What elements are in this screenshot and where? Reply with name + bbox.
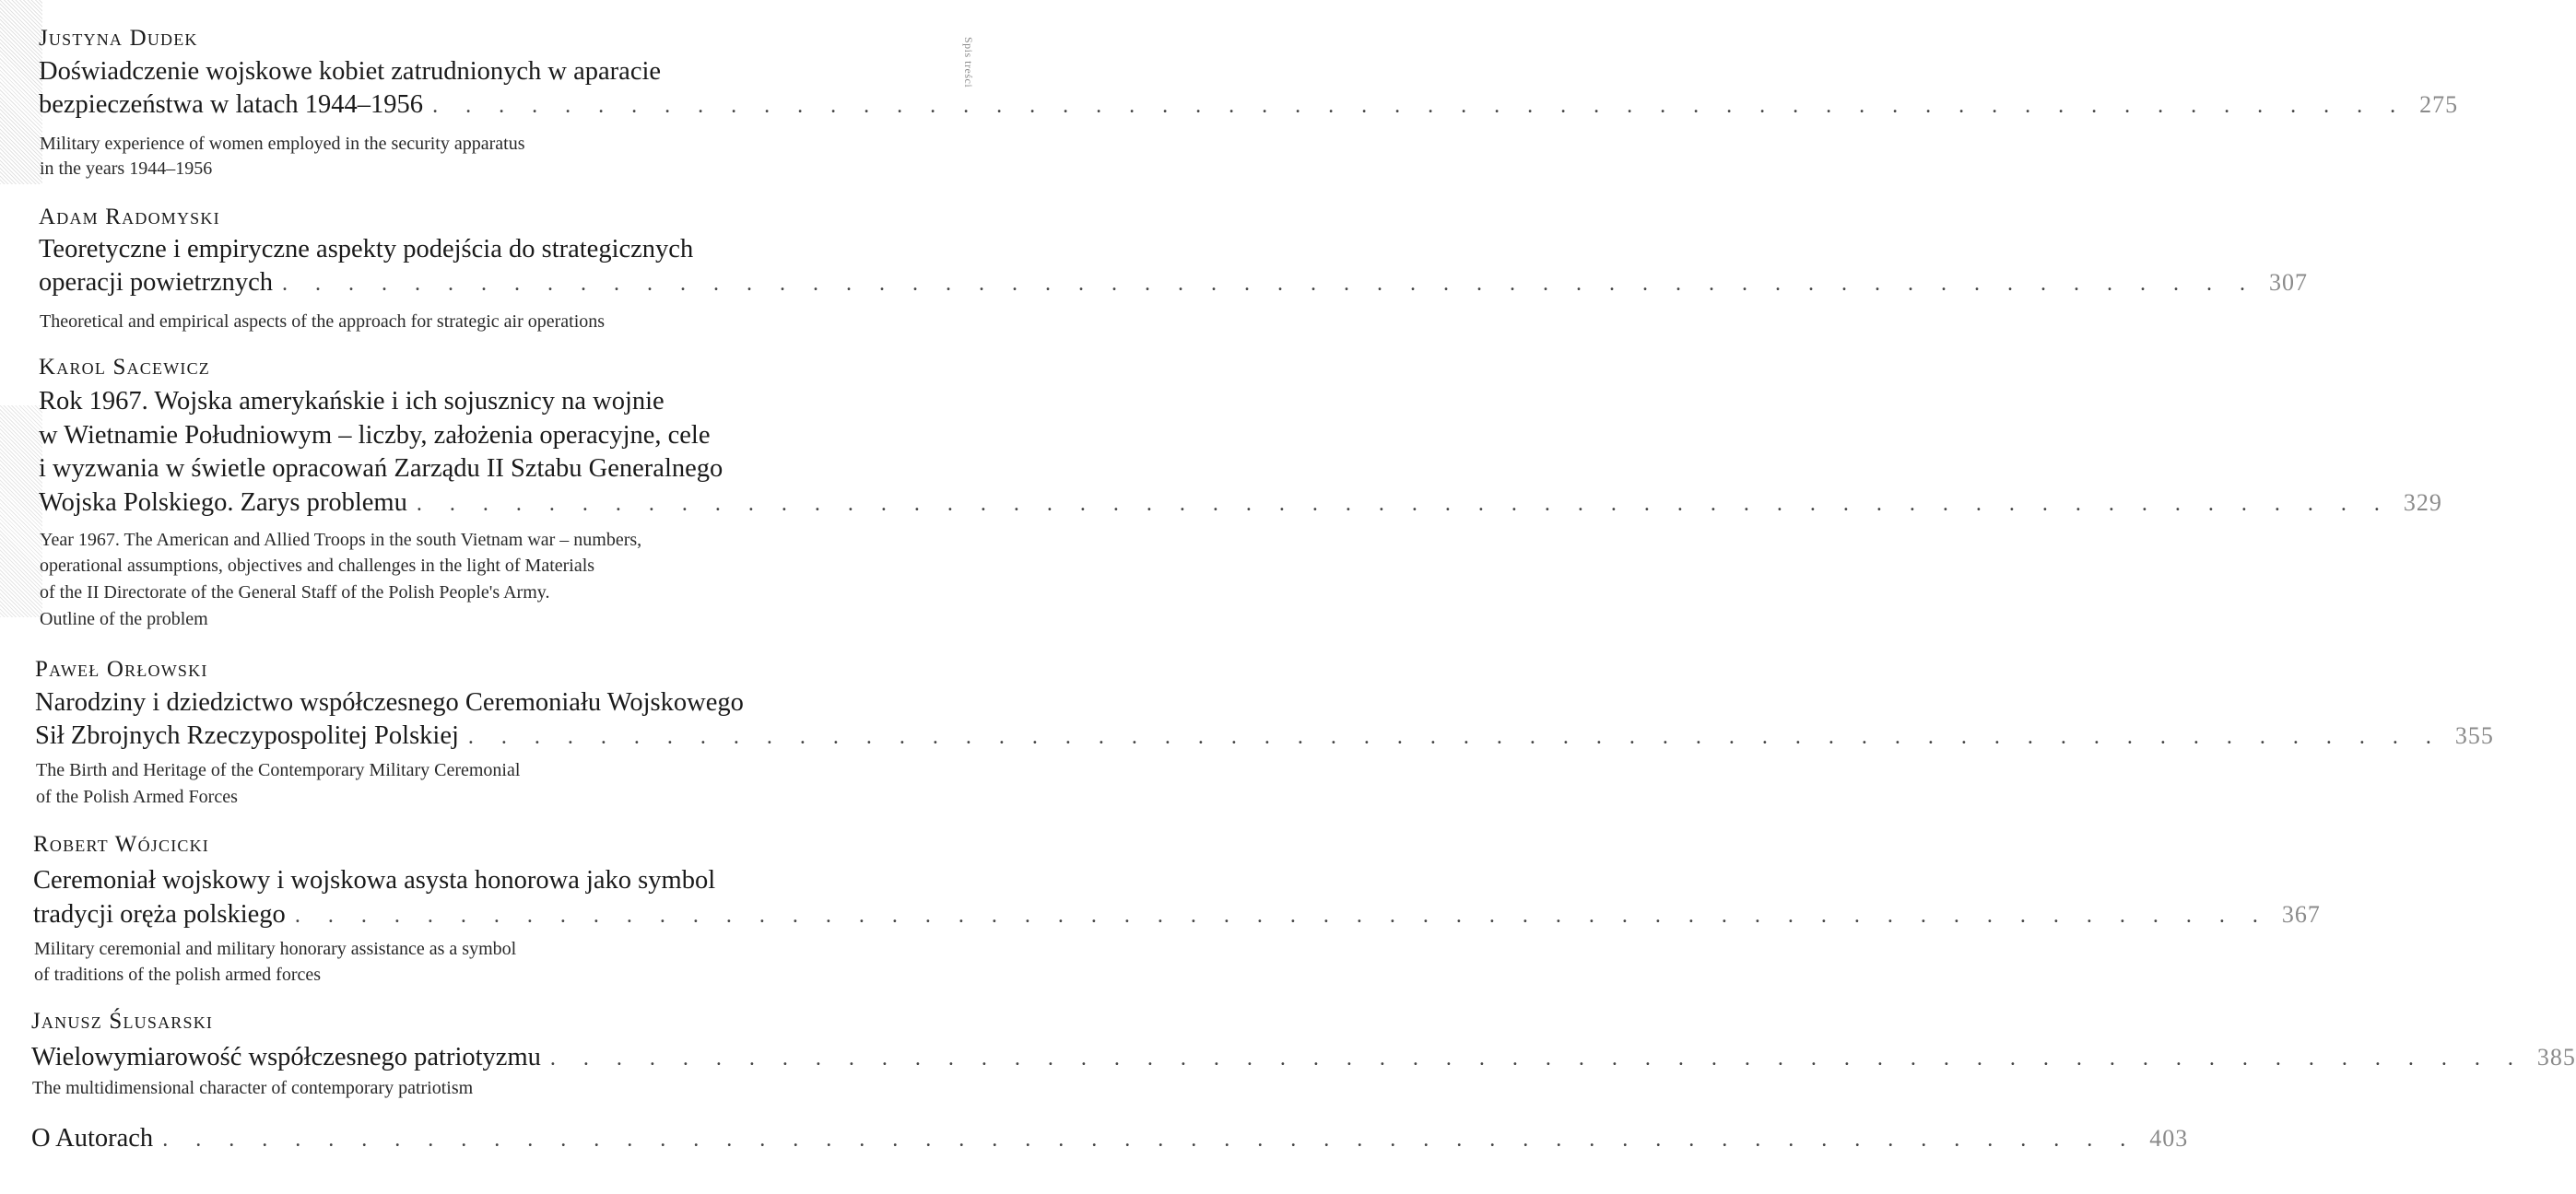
dot-leader: . . . . . . . . . . . . . . . . . . . . . . . . . . . . . . . . . . . . . . . . . . . . . . . . . . . . . . . . . . . . bbox=[282, 272, 2257, 296]
entry-page-number: 367 bbox=[2281, 901, 2321, 928]
entry-title-row[interactable] bbox=[35, 721, 2494, 751]
dot-leader: . . . . . . . . . . . . . . . . . . . . . . . . . . . . . . . . . . . . . . . . . . . . . . . . . . . . . . . . . . . . bbox=[162, 1128, 2137, 1152]
entry-author: Paweł Orłowski bbox=[35, 657, 208, 682]
side-running-header: Spis treści bbox=[962, 37, 975, 88]
entry-title-row[interactable] bbox=[39, 90, 2459, 120]
entry-page-number: 275 bbox=[2419, 91, 2459, 118]
entry-translation-line: of traditions of the polish armed forces bbox=[34, 965, 322, 985]
entry-author: Robert Wójcicki bbox=[33, 832, 209, 857]
entry-translation-line: of the Polish Armed Forces bbox=[36, 787, 238, 807]
dot-leader: . . . . . . . . . . . . . . . . . . . . . . . . . . . . . . . . . . . . . . . . . . . . . . . . . . . . . . . . . . . . bbox=[549, 1047, 2524, 1071]
entry-translation-line: in the years 1944–1956 bbox=[40, 158, 213, 179]
entry-title-line: Wielowymiarowość współczesnego patriotyzmu bbox=[31, 1043, 541, 1071]
scan-artifact-mid bbox=[0, 405, 42, 617]
entry-author: Karol Sacewicz bbox=[39, 355, 210, 380]
entry-translation-line: Year 1967. The American and Allied Troops in the south Vietnam war – numbers, bbox=[40, 530, 642, 550]
entry-translation-line: Military ceremonial and military honorary assistance as a symbol bbox=[34, 939, 517, 959]
entry-title-line: Wojska Polskiego. Zarys problemu bbox=[39, 488, 407, 517]
entry-page-number: 355 bbox=[2454, 722, 2494, 749]
entry-translation-line: of the II Directorate of the General Staff of the Polish People's Army. bbox=[40, 582, 550, 603]
entry-translation-line: The Birth and Heritage of the Contemporary Military Ceremonial bbox=[36, 760, 521, 780]
entry-author: Justyna Dudek bbox=[39, 26, 198, 51]
entry-title-line: operacji powietrznych bbox=[39, 268, 274, 297]
entry-title-line: Sił Zbrojnych Rzeczypospolitej Polskiej bbox=[35, 721, 459, 750]
entry-title-line: Teoretyczne i empiryczne aspekty podejścia do strategicznych bbox=[39, 235, 694, 263]
dot-leader: . . . . . . . . . . . . . . . . . . . . . . . . . . . . . . . . . . . . . . . . . . . . . . . . . . . . . . . . . . . . bbox=[294, 904, 2269, 928]
entry-page-number: 307 bbox=[2269, 269, 2309, 296]
entry-title-row[interactable] bbox=[31, 1124, 2189, 1153]
dot-leader: . . . . . . . . . . . . . . . . . . . . . . . . . . . . . . . . . . . . . . . . . . . . . . . . . . . . . . . . . . . . bbox=[467, 725, 2442, 749]
entry-page-number: 403 bbox=[2149, 1125, 2189, 1152]
entry-title-row[interactable] bbox=[33, 900, 2321, 930]
entry-title-line: bezpieczeństwa w latach 1944–1956 bbox=[39, 90, 424, 119]
entry-translation-line: operational assumptions, objectives and challenges in the light of Materials bbox=[40, 556, 595, 576]
entry-page-number: 385 bbox=[2536, 1044, 2576, 1071]
entry-title-line: Narodziny i dziedzictwo współczesnego Ceremoniału Wojskowego bbox=[35, 688, 744, 717]
entry-title-line: w Wietnamie Południowym – liczby, założenia operacyjne, cele bbox=[39, 421, 711, 450]
entry-translation-line: Outline of the problem bbox=[40, 609, 208, 629]
entry-title-line: Rok 1967. Wojska amerykańskie i ich sojusznicy na wojnie bbox=[39, 387, 665, 416]
dot-leader: . . . . . . . . . . . . . . . . . . . . . . . . . . . . . . . . . . . . . . . . . . . . . . . . . . . . . . . . . . . . bbox=[416, 492, 2391, 516]
entry-translation-line: Theoretical and empirical aspects of the approach for strategic air operations bbox=[40, 311, 606, 332]
entry-title-line: Ceremoniał wojskowy i wojskowa asysta honorowa jako symbol bbox=[33, 866, 716, 895]
entry-translation-line: The multidimensional character of contemporary patriotism bbox=[32, 1078, 474, 1098]
entry-title-line: O Autorach bbox=[31, 1124, 154, 1153]
entry-title-row[interactable] bbox=[31, 1043, 2576, 1072]
entry-author: Janusz Ślusarski bbox=[31, 1009, 214, 1034]
entry-translation-line: Military experience of women employed in the security apparatus bbox=[40, 134, 525, 154]
entry-title-line: tradycji oręża polskiego bbox=[33, 900, 286, 929]
entry-title-row[interactable] bbox=[39, 488, 2442, 518]
scan-artifact-top bbox=[0, 0, 42, 184]
dot-leader: . . . . . . . . . . . . . . . . . . . . . . . . . . . . . . . . . . . . . . . . . . . . . . . . . . . . . . . . . . . . bbox=[432, 94, 2407, 118]
entry-title-row[interactable] bbox=[39, 268, 2309, 298]
entry-author: Adam Radomyski bbox=[39, 205, 220, 229]
entry-title-line: i wyzwania w świetle opracowań Zarządu II Sztabu Generalnego bbox=[39, 454, 723, 483]
entry-title-line: Doświadczenie wojskowe kobiet zatrudnionych w aparacie bbox=[39, 57, 662, 86]
entry-page-number: 329 bbox=[2403, 489, 2442, 516]
